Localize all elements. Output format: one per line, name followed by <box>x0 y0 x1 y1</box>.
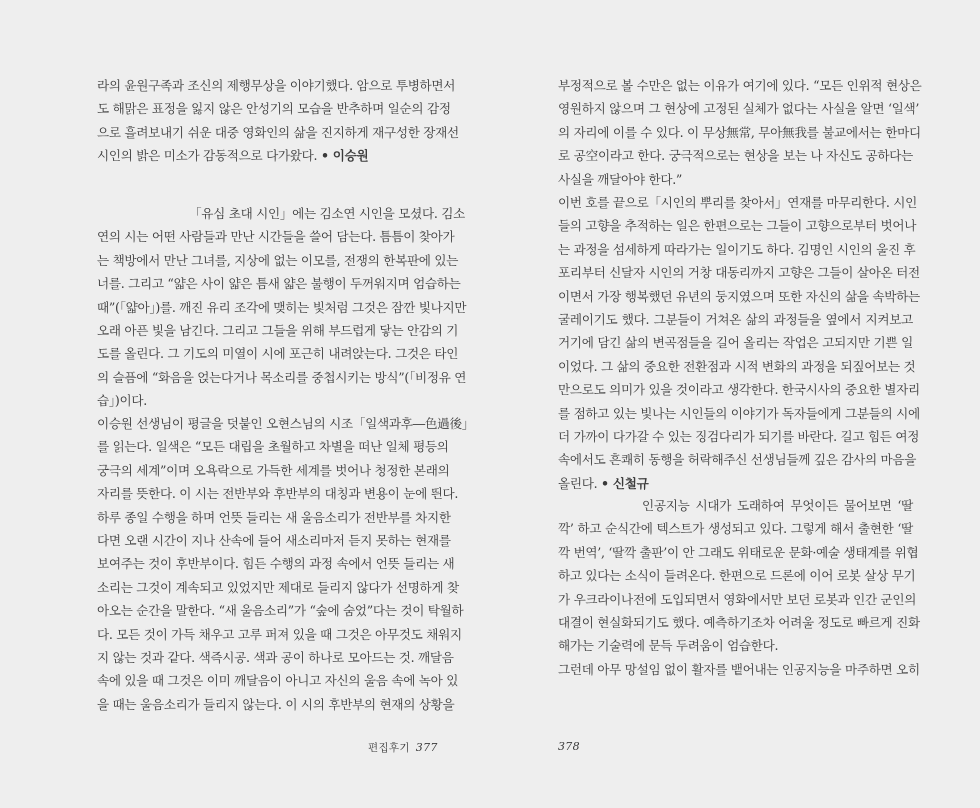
text-line: 지 않는 것과 같다. 색즉시공. 색과 공이 하나로 모아드는 것. 깨달음 <box>97 649 454 665</box>
text-line: 부정적으로 볼 수만은 없는 이유가 여기에 있다. “모든 인위적 현상은 <box>558 78 922 93</box>
text-line: 소리는 그것이 계속되고 있었지만 제대로 들리지 않다가 선명하게 찾 <box>97 579 459 595</box>
text-line: 포리부터 신달자 시인의 거창 대동리까지 고향은 그들이 살아온 터전 <box>558 265 920 281</box>
text-line: 을 때는 울음소리가 들리지 않는다. 이 시의 후반부의 현재의 상황을 <box>97 696 455 712</box>
text-line: 이번 호를 끝으로「시인의 뿌리를 찾아서」연재를 마무리한다. 시인 <box>558 195 918 210</box>
text-line: 속에 있을 때 그것은 이미 깨달음이 아니고 자신의 울음 속에 녹아 있 <box>97 673 459 689</box>
text-line: 연의 시는 어떤 사람들과 만난 시간들을 쓸어 담는다. 틈틈이 찾아가 <box>97 229 455 245</box>
text-line: 깍 번역’, ‘딸깍 출판’이 안 그래도 위태로운 문화·예술 생태계를 위협 <box>558 544 919 560</box>
text-line: 보여주는 것이 후반부이다. 힘든 수행의 과정 속에서 언뜻 들리는 새 <box>97 556 455 572</box>
text-line: 는 책방에서 만난 그녀를, 지상에 없는 이모를, 전쟁의 한복판에 있는 <box>97 252 459 268</box>
text-line: 해가는 기술력에 문득 두려움이 엄습한다. <box>558 638 779 654</box>
right-block-2 <box>558 191 920 495</box>
right-block-1 <box>558 74 922 191</box>
text-line: 아오는 순간을 말한다. “새 울음소리”가 “숲에 숨었”다는 것이 탁월하 <box>97 603 464 619</box>
text-line: 이승원 선생님이 평글을 덧붙인 오현스님의 시조「일색과후―色過後」 <box>97 416 475 431</box>
text-line: 만으로도 의미가 있을 것이라고 생각한다. 한국시사의 중요한 별자리 <box>558 382 920 398</box>
text-line: 의 슬픔에 “화음을 얹는다거나 목소리를 중첩시키는 방식”(「비정유 연 <box>97 369 467 385</box>
text-line: 들의 고향을 추적하는 일은 한편으로는 그들이 고향으로부터 벗어나 <box>558 218 917 234</box>
text-line: 그런데 아무 망설임 없이 활자를 뱉어내는 인공지능을 마주하면 오히 <box>558 661 920 677</box>
text-line: 으로 흘려보내기 쉬운 대중 영화인의 삶을 진지하게 재구성한 장재선 <box>97 124 459 140</box>
text-line: 도를 올린다. 그 기도의 미열이 시에 포근히 내려앉는다. 그것은 타인 <box>97 346 459 362</box>
page-footer-right <box>558 740 580 753</box>
text-line: 오래 아픈 빛을 남긴다. 그리고 그들을 위해 부드럽게 닿는 안감의 기 <box>97 322 459 338</box>
text-line: 시인의 밝은 미소가 감동적으로 다가왔다. • 이승원 <box>97 148 369 164</box>
author-signature: • 신철규 <box>601 475 649 491</box>
text-line: 인공지능 시대가 도래하여 무엇이든 물어보면 ‘딸 <box>642 498 913 513</box>
text-line: 다면 오랜 시간이 지나 산속에 들어 새소리마저 듣지 못하는 현재를 <box>97 532 451 548</box>
text-line: 깍’ 하고 순식간에 텍스트가 생성되고 있다. 그렇게 해서 출현한 ‘딸 <box>558 521 913 537</box>
text-line: 영원하지 않으며 그 현상에 고정된 실체가 없다는 사실을 알면 ‘일색’ <box>558 101 920 117</box>
text-line: 사실을 깨달아야 한다.” <box>558 171 683 187</box>
text-line: 의 자리에 이를 수 있다. 이 무상無常, 무아無我를 불교에서는 한마디 <box>558 124 921 140</box>
text-line: 이었다. 그 삶의 중요한 전환점과 시적 변화의 과정을 되짚어보는 것 <box>558 358 916 374</box>
text-line: 로 공空이라고 한다. 궁극적으로는 현상을 보는 나 자신도 공하다는 <box>558 148 913 164</box>
text-line: 이면서 가장 행복했던 유년의 둥지였으며 또한 자신의 삶을 속박하는 <box>558 288 920 304</box>
text-line: 는 과정을 섬세하게 따라가는 일이기도 하다. 김명인 시인의 울진 후 <box>558 241 916 257</box>
left-block-3 <box>97 412 475 716</box>
text-line: 하고 있다는 소식이 들려온다. 한편으로 드론에 이어 로봇 살상 무기 <box>558 568 916 584</box>
running-title: 편집후기 <box>368 742 410 754</box>
text-line: 거기에 담긴 삶의 변곡점들을 길어 올리는 작업은 고되지만 기쁜 일 <box>558 335 913 351</box>
text-line: 다. 모든 것이 가득 채우고 고루 퍼져 있을 때 그것은 아무것도 채워지 <box>97 626 462 642</box>
text-line: 때”(「얇아」)를. 깨진 유리 조각에 맺히는 빛처럼 그것은 잠깐 빛나지만 <box>97 299 467 315</box>
page-number: 377 <box>415 741 438 754</box>
page-number: 378 <box>558 740 580 753</box>
text-line: 굴레이기도 했다. 그분들이 거쳐온 삶의 과정들을 옆에서 지켜보고 <box>558 311 913 327</box>
left-block-2 <box>97 202 467 413</box>
text-line: 「유심 초대 시인」에는 김소연 시인을 모셨다. 김소 <box>189 206 465 221</box>
author-signature: • 이승원 <box>320 148 369 164</box>
text-line: 너를. 그리고 “얇은 사이 얇은 틈새 얇은 불행이 두꺼워지며 엄습하는 <box>97 276 461 292</box>
text-line: 라의 윤원구족과 조신의 제행무상을 이야기했다. 암으로 투병하면서 <box>97 78 456 93</box>
text-line: 하루 종일 수행을 하며 언뜻 들리는 새 울음소리가 전반부를 차지한 <box>97 509 451 525</box>
text-line: 도 해맑은 표정을 잃지 않은 안성기의 모습을 반추하며 일순의 감정 <box>97 101 451 117</box>
text-line: 궁극의 세계”이며 오욕락으로 가득한 세계를 벗어나 청정한 본래의 <box>97 462 450 478</box>
text-line: 속에서도 흔쾌히 동행을 허락해주신 선생님들께 깊은 감사의 마음을 <box>558 452 917 468</box>
text-line: 를 점하고 있는 빛나는 시인들의 이야기가 독자들에게 그분들의 시에 <box>558 405 920 421</box>
text-line: 를 읽는다. 일색은 “모든 대립을 초월하고 차별을 떠난 일체 평등의 <box>97 439 449 455</box>
text-line: 더 가까이 다가갈 수 있는 징검다리가 되기를 바란다. 길고 힘든 여정 <box>558 428 920 444</box>
text-line: 습」)이다. <box>97 393 147 409</box>
text-line: 대결이 현실화되기도 했다. 예측하기조차 어려울 정도로 빠르게 진화 <box>558 614 920 630</box>
text-line: 올린다. • 신철규 <box>558 475 649 491</box>
right-block-3 <box>558 494 920 681</box>
page-footer <box>368 740 438 755</box>
text-line: 자리를 뜻한다. 이 시는 전반부와 후반부의 대칭과 변용이 눈에 띈다. <box>97 486 459 502</box>
left-block-1 <box>97 74 459 168</box>
text-line: 가 우크라이나전에 도입되면서 영화에서만 보던 로봇과 인간 군인의 <box>558 591 917 607</box>
